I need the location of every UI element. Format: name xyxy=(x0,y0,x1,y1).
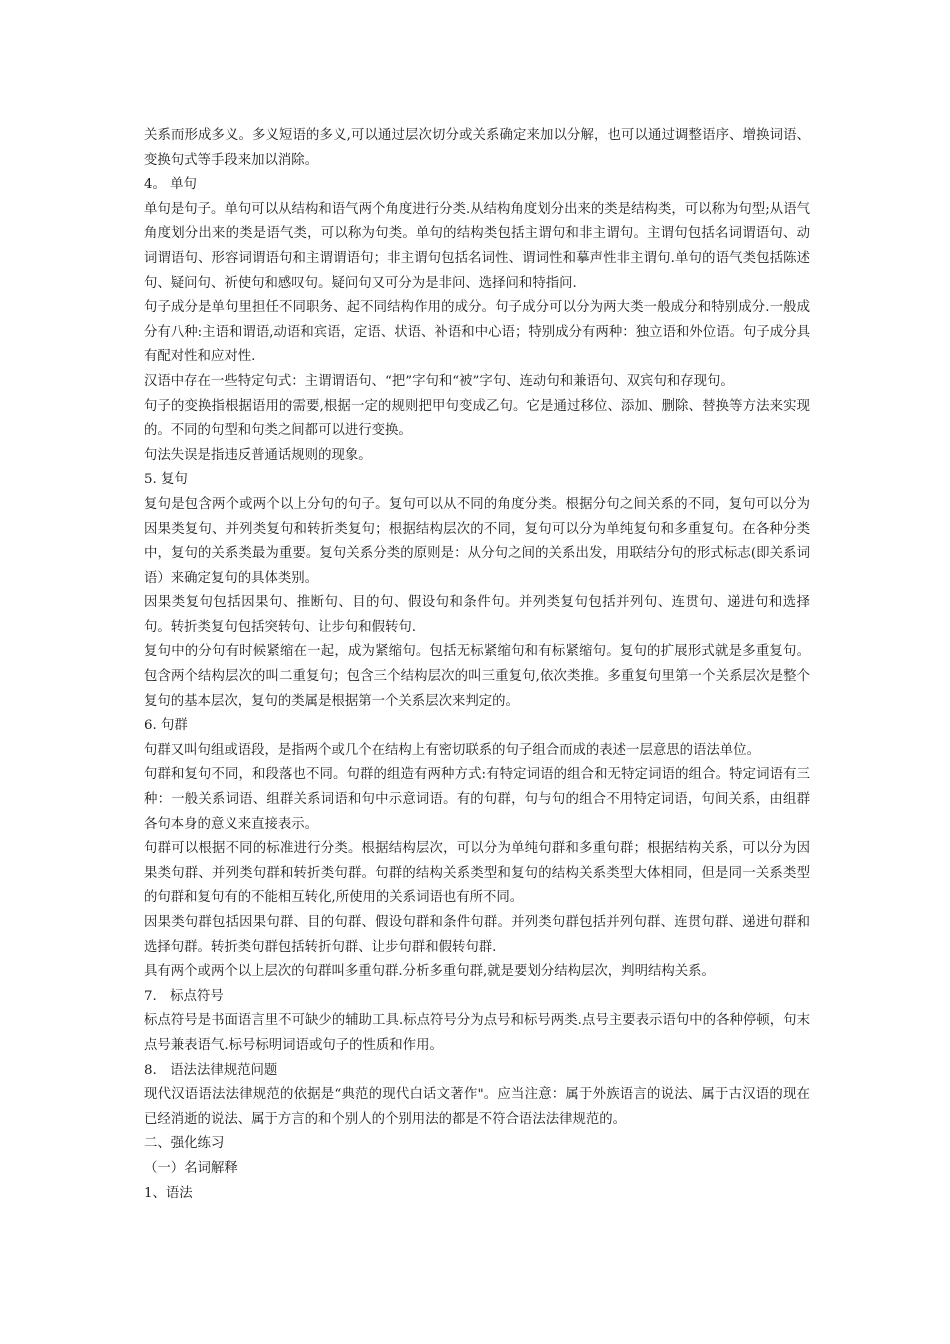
subsection-heading: （一）名词解释 xyxy=(144,1160,238,1176)
section-heading: 6. 句群 xyxy=(144,718,188,734)
paragraph: 关系而形成多义。多义短语的多义,可以通过层次切分或关系确定来加以分解，也可以通过调整语序、增换词语、变换句式等手段来加以消除。 xyxy=(144,128,810,168)
paragraph: 句群又叫句组或语段，是指两个或几个在结构上有密切联系的句子组合而成的表述一层意思的语法单位。 xyxy=(144,742,760,758)
section-heading: 4。 单句 xyxy=(144,177,197,193)
paragraph: 复句中的分句有时候紧缩在一起，成为紧缩句。包括无标紧缩句和有标紧缩句。复句的扩展形式就是多重复句。包含两个结构层次的叫二重复句；包含三个结构层次的叫三重复句,依次类推。多重复句里第一个关系层次是整个复句的基本层次，复句的类属是根据第一个关系层次来判定的。 xyxy=(144,644,810,709)
section-heading: 5. 复句 xyxy=(144,472,188,488)
section-heading: 二、强化练习 xyxy=(144,1136,225,1152)
paragraph: 句群可以根据不同的标准进行分类。根据结构层次，可以分为单纯句群和多重句群；根据结构关系，可以分为因果类句群、并列类句群和转折类句群。句群的结构关系类型和复句的结构关系类型大体相同，但是同一关系类型的句群和复句有的不能相互转化,所使用的关系词语也有所不同。 xyxy=(144,841,810,906)
document-body xyxy=(144,124,810,1206)
paragraph: 句子成分是单句里担任不同职务、起不同结构作用的成分。句子成分可以分为两大类一般成分和特别成分.一般成分有八种:主语和谓语,动语和宾语，定语、状语、补语和中心语；特别成分有两种：独立语和外位语。句子成分具有配对性和应对性. xyxy=(144,300,810,365)
paragraph: 因果类句群包括因果句群、目的句群、假设句群和条件句群。并列类句群包括并列句群、连贯句群、递进句群和选择句群。转折类句群包括转折句群、让步句群和假转句群. xyxy=(144,915,810,955)
exercise-item: 1、语法 xyxy=(144,1185,193,1201)
paragraph: 具有两个或两个以上层次的句群叫多重句群.分析多重句群,就是要划分结构层次，判明结构关系。 xyxy=(144,964,715,980)
section-heading: 7. 标点符号 xyxy=(144,988,224,1004)
paragraph: 句群和复句不同，和段落也不同。句群的组造有两种方式:有特定词语的组合和无特定词语的组合。特定词语有三种：一般关系词语、组群关系词语和句中示意词语。有的句群，句与句的组合不用特定词语，句间关系，由组群各句本身的意义来直接表示。 xyxy=(144,767,810,832)
paragraph: 句法失误是指违反普通话规则的现象。 xyxy=(144,447,372,463)
paragraph: 复句是包含两个或两个以上分句的句子。复句可以从不同的角度分类。根据分句之间关系的不同，复句可以分为因果类复句、并列类复句和转折类复句；根据结构层次的不同，复句可以分为单纯复句和多重复句。在各种分类中，复句的关系类最为重要。复句关系分类的原则是：从分句之间的关系出发，用联结分句的形式标志(即关系词语）来确定复句的具体类别。 xyxy=(144,496,810,586)
section-heading: 8. 语法法律规范问题 xyxy=(144,1062,278,1078)
paragraph: 因果类复句包括因果句、推断句、目的句、假设句和条件句。并列类复句包括并列句、连贯句、递进句和选择句。转折类复句包括突转句、让步句和假转句. xyxy=(144,595,810,635)
paragraph: 句子的变换指根据语用的需要,根据一定的规则把甲句变成乙句。它是通过移位、添加、删除、替换等方法来实现的。不同的句型和句类之间都可以进行变换。 xyxy=(144,398,810,439)
paragraph: 标点符号是书面语言里不可缺少的辅助工具.标点符号分为点号和标号两类.点号主要表示语句中的各种停顿，句末点号兼表语气.标号标明词语或句子的性质和作用。 xyxy=(144,1013,810,1053)
paragraph: 现代汉语语法法律规范的依据是“典范的现代白话文著作"。应当注意：属于外族语言的说法、属于古汉语的现在已经消逝的说法、属于方言的和个别人的个别用法的都是不符合语法法律规范的。 xyxy=(144,1087,810,1127)
paragraph: 汉语中存在一些特定句式：主谓谓语句、“把”字句和“被”字句、连动句和兼语句、双宾句和存现句。 xyxy=(144,373,734,389)
paragraph: 单句是句子。单句可以从结构和语气两个角度进行分类.从结构角度划分出来的类是结构类，可以称为句型;从语气角度划分出来的类是语气类，可以称为句类。单句的结构类包括主谓句和非主谓句。主谓句包括名词谓语句、动词谓语句、形容词谓语句和主谓谓语句；非主谓句包括名词性、谓词性和摹声性非主谓句.单句的语气类包括陈述句、疑问句、祈使句和感叹句。疑问句又可分为是非问、选择问和特指问. xyxy=(144,201,810,291)
